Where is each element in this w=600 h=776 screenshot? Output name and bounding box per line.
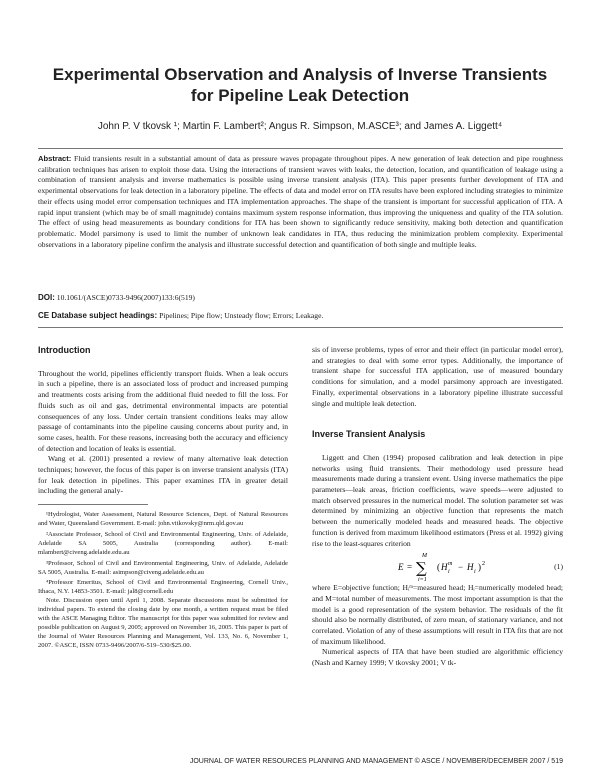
intro-paragraph-2: Wang et al. (2001) presented a review of many alternative leak detection techniques; however, the focus of this paper is on inverse transient analysis (ITA) for leak detection in pipelines. This paper examines ITA in greater detail including the general analy- <box>38 454 288 496</box>
section-heading-introduction: Introduction <box>38 345 91 355</box>
abstract-bottom-rule <box>38 327 563 328</box>
svg-text:i: i <box>474 569 476 576</box>
paper-title: Experimental Observation and Analysis of Inverse Transients for Pipeline Leak Detection <box>52 65 548 105</box>
svg-text:m: m <box>448 561 453 568</box>
doi-value: 10.1061/(ASCE)0733-9496(2007)133:6(519) <box>56 293 195 302</box>
intro-paragraph-1: Throughout the world, pipelines efficiently transport fluids. When a leak occurs in such a pipeline, there is an associated loss of product and increased pumping and treatments costs arising from the additional fluid needed to fill the loss. For fluids such as oil and gas, detrimental environmental impacts are potential consequences of any loss. Under certain transient conditions leaks may allow passage of contaminants into the pipeline causing concerns about purity and, in some cases, health. For these reasons, increasing both the accuracy and efficiency of detection and location of leaks is essential. <box>38 368 288 453</box>
section-heading-inverse-transient-analysis: Inverse Transient Analysis <box>312 429 426 440</box>
svg-text:i=1: i=1 <box>418 577 427 584</box>
subject-headings-value: Pipelines; Pipe flow; Unsteady flow; Errors; Leakage. <box>159 311 324 320</box>
top-rule <box>38 148 563 149</box>
svg-text:H: H <box>441 562 448 573</box>
svg-text:i: i <box>448 569 450 576</box>
footnote-4: ⁴Professor Emeritus, School of Civil and Environmental Engineering, Cornell Univ., Ithaca, N.Y. 14853-3501. E-mail: jal8@cornell.edu <box>38 579 288 596</box>
svg-text:2: 2 <box>482 561 485 568</box>
right-paragraph-4: Numerical aspects of ITA that have been studied are algorithmic efficiency (Nash and Karney 1999; V tkovsky 2001; V tk- <box>312 647 563 668</box>
svg-text:H: H <box>467 562 474 573</box>
svg-text:=: = <box>407 562 413 573</box>
editorial-note: Note. Discussion open until April 1, 2008. Separate discussions must be submitted for individual papers. To extend the closing date by one month, a written request must be filed with the ASCE Managing Editor. The manuscript for this paper was submitted for review and possible publication on August 9, 2005; approved on November 16, 2005. This paper is part of the Journal of Water Resources Planning and Management, Vol. 133, No. 6, November 1, 2007. ©ASCE, ISSN 0733-9496/2007/6-519–530/$25.00. <box>38 597 288 649</box>
footnote-rule <box>38 504 148 505</box>
right-paragraph-2: Liggett and Chen (1994) proposed calibration and leak detection in pipe networks using fluid transients. Their methodology used pressure head measurements made during a transient event. Using inverse mathematics the pipe parameters—leak areas, friction coefficients, wave speeds—were adjusted to match observed pressures in the numerical model. The solution parameter set was determined by minimizing an objective function that represents the match between the numerically modeled heads and measured heads. The objective function is derived from maximum likelihood estimators (Press et al. 1992) giving rise to the least-squares criterion <box>312 452 563 548</box>
equation-number: (1) <box>554 562 563 572</box>
right-paragraph-1: sis of inverse problems, types of error and their effect (in particular model error), and strategies to deal with some error types. Additionally, the importance of transient shape for successful ITA application, use of measured boundary conditions for simulation, and a model parsimony approach are investigated. Finally, experimental observations in a laboratory pipeline illustrate successful single and multiple leak detection. <box>312 345 563 408</box>
abstract-text: Fluid transients result in a substantial amount of data as pressure waves propagate throughout pipes. A new generation of leak detection and pipe roughness calibration techniques has arisen to exploit those data. Using the interactions of transient waves with leaks, the detection, location, and quantification of leakage using a combination of transient analysis and inverse mathematics is possible using inverse transient analysis (ITA). This paper presents further development of ITA and experimental observations for leak detection in a laboratory pipeline. The effects of data and model error on ITA results have been explored including strategies to minimize their effects using model error compensation techniques and ITA implementation approaches. The shape of the transient is important for successful application of ITA. A rapid input transient (which may be of small magnitude) contains maximum system response information, thus improving the uniqueness and quality of the ITA solution. The effect of using head measurements as boundary conditions for ITA has been shown to significantly reduce sensitivity, making both detection and quantification problematic. Model parsimony is used to limit the number of unknown leak candidates in ITA, thus reducing the minimization problem complexity. Experimental observations in a laboratory pipeline confirm the analysis and illustrate successful detection and quantification of both single and multiple leaks. <box>38 154 563 249</box>
footnote-2: ²Associate Professor, School of Civil and Environmental Engineering, Univ. of Adelaide, Adelaide SA 5005, Australia (corresponding author). E-mail: mlambert@civeng.adelaide.edu.au <box>38 530 288 556</box>
footnote-1: ¹Hydrologist, Water Assessment, Natural Resource Sciences, Dept. of Natural Resources and Water, Queensland Government. E-mail: john.vitkovsky@nrm.qld.gov.au <box>38 511 288 528</box>
doi-label: DOI: <box>38 293 55 302</box>
equation-1 <box>312 549 563 583</box>
author-list: John P. V tkovsk ¹; Martin F. Lambert²; Angus R. Simpson, M.ASCE³; and James A. Liggett⁴ <box>97 121 503 132</box>
page-footer: JOURNAL OF WATER RESOURCES PLANNING AND MANAGEMENT © ASCE / NOVEMBER/DECEMBER 2007 / 519 <box>189 758 563 765</box>
abstract-label: Abstract: <box>38 154 72 163</box>
right-paragraph-3: where E=objective function; Hᵢᵐ=measured head; Hᵢ=numerically modeled head; and M=total number of measurements. The most important assumption is that the model is a good representation of the system behavior. The residuals of the fit should also be normally distributed, of zero mean, of stationary variance, and not correlated. Violation of any of these assumptions will result in ITA fits that are not of maximum likelihood. <box>312 583 563 646</box>
svg-text:M: M <box>422 553 427 560</box>
abstract <box>38 154 563 250</box>
svg-text:(: ( <box>437 562 440 573</box>
footnote-3: ³Professor, School of Civil and Environmental Engineering, Univ. of Adelaide, Adelaide SA 5005, Australia. E-mail: asimpson@civeng.adelaide.edu.au <box>38 559 288 576</box>
doi-line <box>38 293 563 302</box>
svg-text:E: E <box>398 562 404 573</box>
svg-text:): ) <box>478 562 481 573</box>
left-column <box>38 345 288 651</box>
right-column <box>312 345 563 669</box>
subject-headings-label: CE Database subject headings: <box>38 311 158 320</box>
svg-text:−: − <box>458 562 464 573</box>
subject-headings <box>38 311 563 320</box>
svg-text:∑: ∑ <box>416 559 427 578</box>
footnotes <box>38 511 288 651</box>
